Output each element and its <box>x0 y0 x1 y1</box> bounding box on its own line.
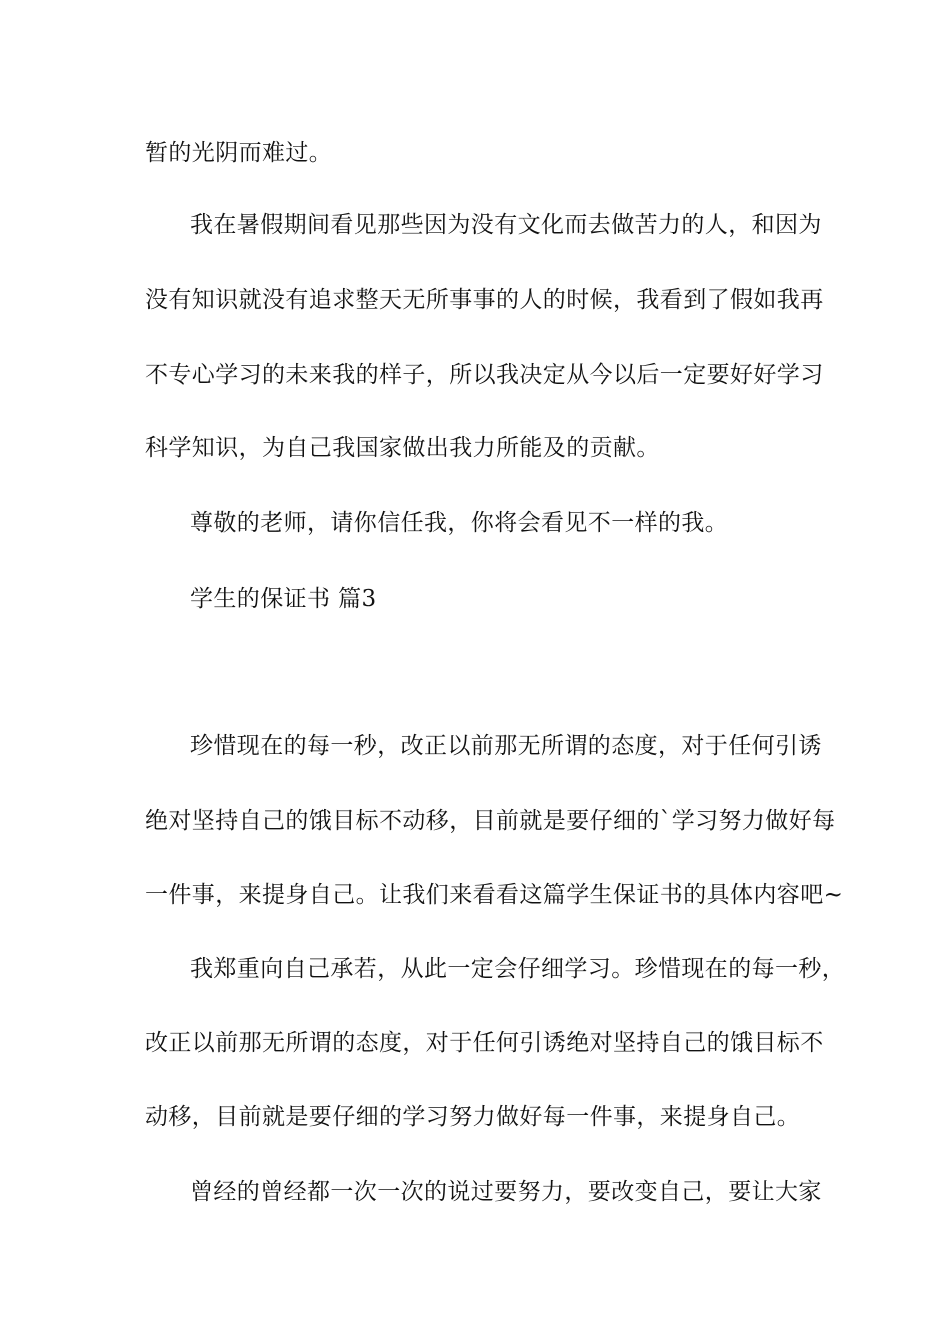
paragraph-line: 动移，目前就是要仔细的学习努力做好每一件事，来提身自己。 <box>145 1104 801 1130</box>
paragraph-line: 科学知识，为自己我国家做出我力所能及的贡献。 <box>145 435 660 461</box>
paragraph-line: 曾经的曾经都一次一次的说过要努力，要改变自己，要让大家 <box>190 1179 822 1205</box>
paragraph-line: 尊敬的老师，请你信任我，你将会看见不一样的我。 <box>190 510 729 536</box>
paragraph-line: 我在暑假期间看见那些因为没有文化而去做苦力的人，和因为 <box>190 212 822 238</box>
paragraph-line: 暂的光阴而难过。 <box>145 140 333 166</box>
paragraph-line: 我郑重向自己承若，从此一定会仔细学习。珍惜现在的每一秒， <box>190 956 846 982</box>
paragraph-line: 不专心学习的未来我的样子，所以我决定从今以后一定要好好学习 <box>145 362 824 388</box>
paragraph-line: 绝对坚持自己的饿目标不动移，目前就是要仔细的`学习努力做好每 <box>145 808 836 834</box>
section-heading: 学生的保证书 篇3 <box>190 586 377 612</box>
paragraph-line: 珍惜现在的每一秒，改正以前那无所谓的态度，对于任何引诱 <box>190 733 822 759</box>
paragraph-line: 改正以前那无所谓的态度，对于任何引诱绝对坚持自己的饿目标不 <box>145 1030 824 1056</box>
paragraph-line: 没有知识就没有追求整天无所事事的人的时候，我看到了假如我再 <box>145 287 824 313</box>
paragraph-line: 一件事，来提身自己。让我们来看看这篇学生保证书的具体内容吧~ <box>145 882 844 908</box>
